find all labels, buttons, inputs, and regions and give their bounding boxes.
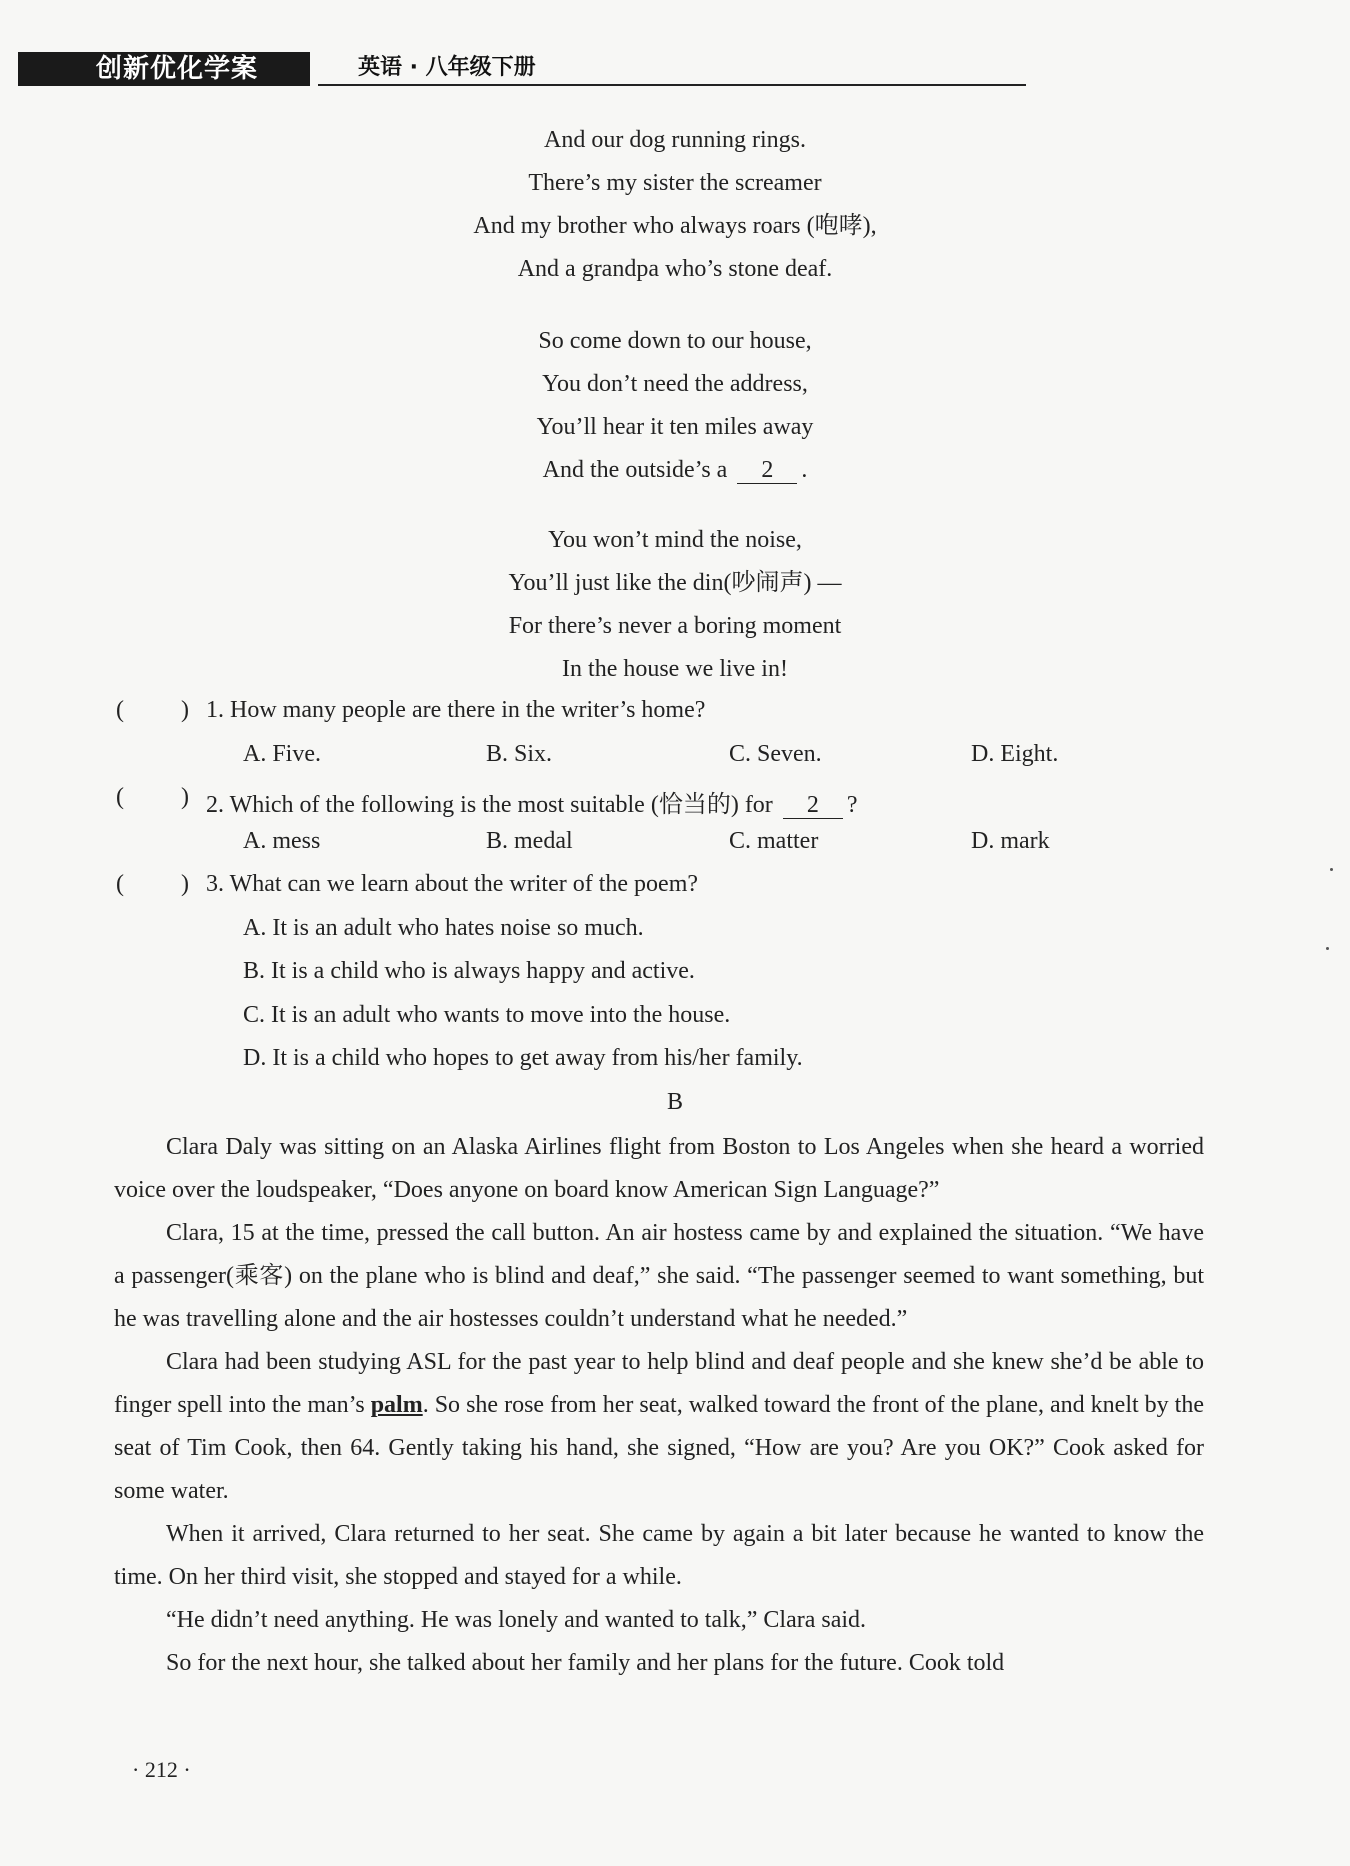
question-stem: 3. What can we learn about the writer of the poem? — [206, 871, 699, 897]
answer-paren-open[interactable]: ( — [116, 784, 124, 810]
section-label: B — [666, 1089, 683, 1115]
poem-line: There’s my sister the screamer — [528, 170, 822, 196]
option-d: D. It is a child who hopes to get away from his/her family. — [243, 1045, 803, 1071]
poem-line: And our dog running rings. — [544, 127, 806, 153]
option-a: A. mess — [243, 828, 321, 854]
paragraph: “He didn’t need anything. He was lonely and wanted to talk,” Clara said. — [166, 1607, 867, 1633]
paragraph-text: Clara had been studying ASL for the past year to help blind and deaf people and she knew she’d be able to finger spell into the man’s — [114, 1349, 1204, 1418]
option-d: D. mark — [971, 828, 1050, 854]
option-c: C. Seven. — [729, 741, 822, 767]
underlined-word: palm — [370, 1392, 423, 1418]
paragraph-text: . So she rose from her seat, walked toward the front of the plane, and knelt by the seat of Tim Cook, then 64. Gently taking his hand, she signed, “How are you? Are you OK?” Cook asked for some water. — [114, 1392, 1204, 1504]
poem-line: You’ll just like the din(吵闹声) — — [508, 570, 842, 596]
option-d: D. Eight. — [971, 741, 1059, 767]
paragraph: Clara Daly was sitting on an Alaska Airlines flight from Boston to Los Angeles when she heard a worried voice over the loudspeaker, “Does anyone on board know American Sign Language?” — [114, 1134, 1204, 1203]
paragraph: Clara, 15 at the time, pressed the call button. An air hostess came by and explained the situation. “We have a passenger(乘客) on the plane who is blind and deaf,” she said. “The passenger seemed to want something, but he was travelling alone and the air hostesses couldn’t understand what he needed.” — [114, 1220, 1204, 1332]
option-c: C. matter — [729, 828, 819, 854]
header-rule — [318, 84, 1026, 86]
poem-line: You won’t mind the noise, — [548, 527, 802, 553]
option-b: B. Six. — [486, 741, 553, 767]
answer-paren-close: ) — [181, 697, 189, 723]
poem-line: So come down to our house, — [538, 328, 812, 354]
paragraph — [114, 1341, 1204, 1513]
page-number: · 212 · — [132, 1757, 191, 1782]
option-a: A. It is an adult who hates noise so much. — [243, 915, 644, 941]
question-stem — [206, 784, 857, 819]
poem-stanza-2 — [0, 320, 1350, 492]
poem-stanza-3 — [0, 519, 1350, 691]
paragraph: So for the next hour, she talked about her family and her plans for the future. Cook told — [166, 1650, 1005, 1676]
brand-logo — [18, 52, 310, 86]
answer-paren-close: ) — [181, 871, 189, 897]
brand-text: 创新优化学案 — [96, 54, 259, 84]
poem-line: For there’s never a boring moment — [508, 613, 842, 639]
poem-line-text: And the outside’s a — [542, 457, 728, 483]
answer-paren-open[interactable]: ( — [116, 871, 124, 897]
reading-passage — [114, 1126, 1204, 1685]
blank-2: 2 — [737, 457, 797, 484]
poem-line: In the house we live in! — [562, 656, 788, 682]
subject-title: 英语 · 八年级下册 — [358, 55, 536, 80]
poem-line: You’ll hear it ten miles away — [536, 414, 814, 440]
paragraph: When it arrived, Clara returned to her seat. She came by again a bit later because he wanted to know the time. On her third visit, she stopped and stayed for a while. — [114, 1521, 1204, 1590]
question-stem: 1. How many people are there in the writer’s home? — [206, 697, 706, 723]
poem-line-blank — [0, 449, 1350, 492]
scan-speck — [1326, 947, 1329, 950]
poem-line: You don’t need the address, — [542, 371, 808, 397]
scan-speck — [1330, 868, 1333, 871]
poem-stanza-1 — [0, 119, 1350, 291]
option-a: A. Five. — [243, 741, 321, 767]
option-b: B. medal — [486, 828, 573, 854]
poem-line: And a grandpa who’s stone deaf. — [517, 256, 833, 282]
answer-paren-close: ) — [181, 784, 189, 810]
option-b: B. It is a child who is always happy and active. — [243, 958, 695, 984]
question-mark: ? — [846, 792, 858, 818]
option-c: C. It is an adult who wants to move into the house. — [243, 1002, 731, 1028]
stem-text: 2. Which of the following is the most suitable (恰当的) for — [206, 792, 773, 818]
poem-line: And my brother who always roars (咆哮), — [473, 213, 877, 239]
answer-paren-open[interactable]: ( — [116, 697, 124, 723]
blank-2: 2 — [783, 792, 843, 819]
period: . — [801, 457, 808, 483]
page-header — [18, 48, 1018, 90]
